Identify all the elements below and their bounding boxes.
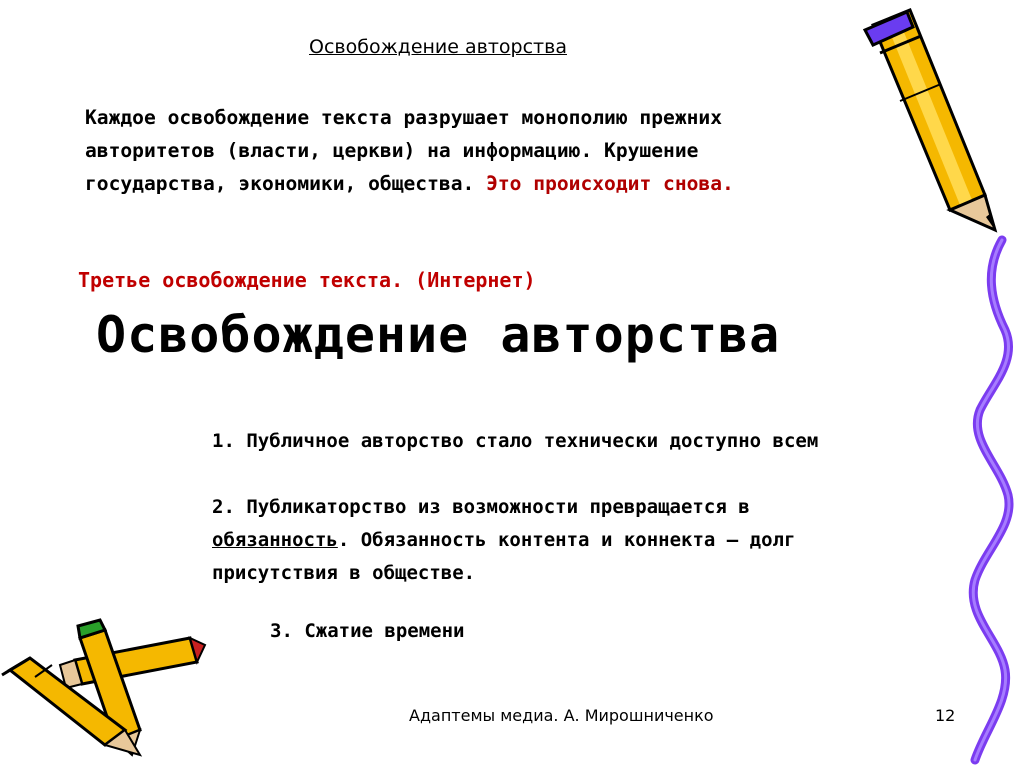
point-3: 3. Сжатие времени xyxy=(270,620,465,642)
intro-paragraph xyxy=(85,101,885,200)
slide-top-title: Освобождение авторства xyxy=(309,36,567,58)
point-1: 1. Публичное авторство стало технически доступно всем xyxy=(212,430,819,452)
main-title: Освобождение авторства xyxy=(96,306,781,364)
point-2-line-2 xyxy=(212,524,795,557)
intro-line-1: Каждое освобождение текста разрушает монополию прежних xyxy=(85,106,723,129)
intro-line-2: авторитетов (власти, церкви) на информацию. Крушение xyxy=(85,139,699,162)
slide-footer: Адаптемы медиа. А. Мирошниченко xyxy=(409,706,714,725)
point-2-line-3: присутствия в обществе. xyxy=(212,562,476,584)
point-2-line-2-rest: . Обязанность контента и коннекта – долг xyxy=(337,529,796,551)
intro-line-3-text: государства, экономики, общества. xyxy=(85,172,487,195)
point-2-underlined-word: обязанность xyxy=(212,529,338,551)
intro-highlight: Это происходит снова. xyxy=(486,172,734,195)
point-2-line-1: 2. Публикаторство из возможности превращается в xyxy=(212,496,750,518)
intro-line-3 xyxy=(85,167,885,200)
point-2 xyxy=(212,491,795,590)
page-number: 12 xyxy=(935,706,956,725)
third-liberation-heading: Третье освобождение текста. (Интернет) xyxy=(78,268,536,292)
pencil-bundle-icon xyxy=(0,620,210,760)
